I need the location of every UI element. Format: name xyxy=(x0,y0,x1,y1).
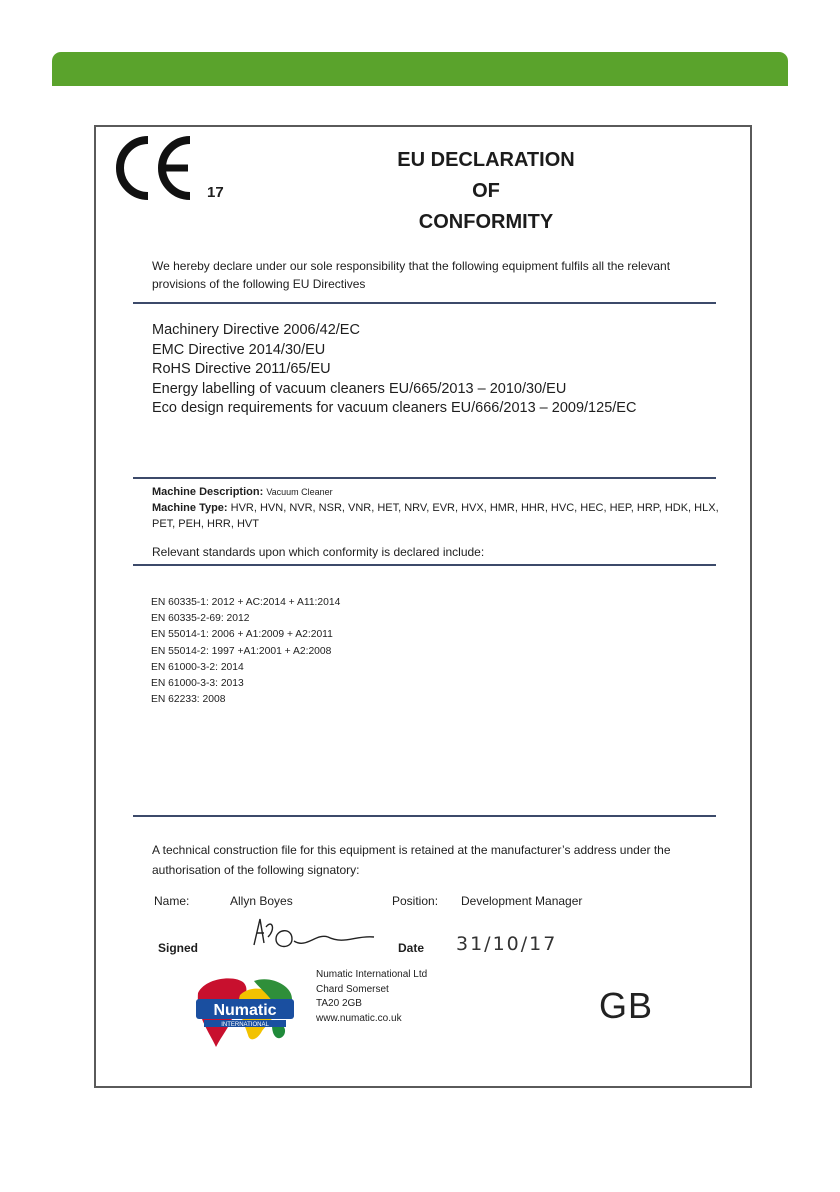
document-title xyxy=(326,145,646,238)
signatory-name: Allyn Boyes xyxy=(230,894,293,908)
machine-description-label: Machine Description: xyxy=(152,486,264,498)
address-line: www.numatic.co.uk xyxy=(316,1012,402,1024)
title-line-2: OF xyxy=(472,180,500,202)
standards-heading: Relevant standards upon which conformity is declared include: xyxy=(152,545,485,559)
address-line: TA20 2GB xyxy=(316,998,362,1009)
country-code: GB xyxy=(599,985,654,1026)
machine-type xyxy=(152,500,732,532)
machine-description-value: Vacuum Cleaner xyxy=(266,487,333,497)
standard-item: EN 61000-3-2: 2014 xyxy=(151,661,244,673)
divider xyxy=(133,477,716,479)
directive-item: Energy labelling of vacuum cleaners EU/665/2013 – 2010/30/EU xyxy=(152,380,567,397)
title-line-3: CONFORMITY xyxy=(418,211,554,233)
machine-type-label: Machine Type: xyxy=(152,502,228,514)
company-address xyxy=(316,968,427,1026)
position-label: Position: xyxy=(392,894,439,908)
standard-item: EN 60335-1: 2012 + AC:2014 + A11:2014 xyxy=(151,597,341,608)
signature xyxy=(246,915,386,955)
directive-item: RoHS Directive 2011/65/EU xyxy=(152,361,331,377)
divider xyxy=(133,815,716,817)
directive-item: EMC Directive 2014/30/EU xyxy=(152,341,326,358)
title-line-1: EU DECLARATION xyxy=(397,149,575,171)
divider xyxy=(133,564,716,566)
logo-subtext: INTERNATIONAL xyxy=(221,1022,269,1028)
date-label: Date xyxy=(398,941,425,955)
technical-file-text: A technical construction file for this equipment is retained at the manufacturer’s address under the authorisation of the following signatory: xyxy=(152,843,671,877)
signed-label: Signed xyxy=(158,941,199,955)
handwritten-date: 31/10/17 xyxy=(456,933,558,955)
standard-item: EN 55014-1: 2006 + A1:2009 + A2:2011 xyxy=(151,629,333,641)
name-label: Name: xyxy=(154,894,190,908)
signatory-position: Development Manager xyxy=(461,894,583,908)
ce-year: 17 xyxy=(207,184,224,201)
standards-list xyxy=(151,595,340,708)
numatic-logo xyxy=(192,973,298,1051)
address-line: Numatic International Ltd xyxy=(316,969,428,980)
standard-item: EN 55014-2: 1997 +A1:2001 + A2:2008 xyxy=(151,645,332,657)
standard-item: EN 62233: 2008 xyxy=(151,694,226,706)
declaration-document xyxy=(94,125,752,1088)
directive-item: Eco design requirements for vacuum cleaners EU/666/2013 – 2009/125/EC xyxy=(152,400,637,416)
machine-type-value: HVR, HVN, NVR, NSR, VNR, HET, NRV, EVR, HVX, HMR, HHR, HVC, HEC, HEP, HRP, HDK, HLX, PET, PEH, HRR, HVT xyxy=(152,502,719,530)
ce-mark-icon xyxy=(108,132,208,204)
standard-item: EN 60335-2-69: 2012 xyxy=(151,613,250,625)
machine-description xyxy=(152,484,732,500)
machine-info xyxy=(152,484,732,532)
directives-list xyxy=(152,321,636,419)
address-line: Chard Somerset xyxy=(316,983,389,995)
divider xyxy=(133,302,716,304)
logo-text: Numatic xyxy=(213,1002,277,1019)
header-bar xyxy=(52,52,788,86)
intro-text: We hereby declare under our sole responsibility that the following equipment fulfils all the relevant provisions of the following EU Directives xyxy=(152,259,671,291)
standard-item: EN 61000-3-3: 2013 xyxy=(151,678,244,690)
directive-item: Machinery Directive 2006/42/EC xyxy=(152,322,360,338)
